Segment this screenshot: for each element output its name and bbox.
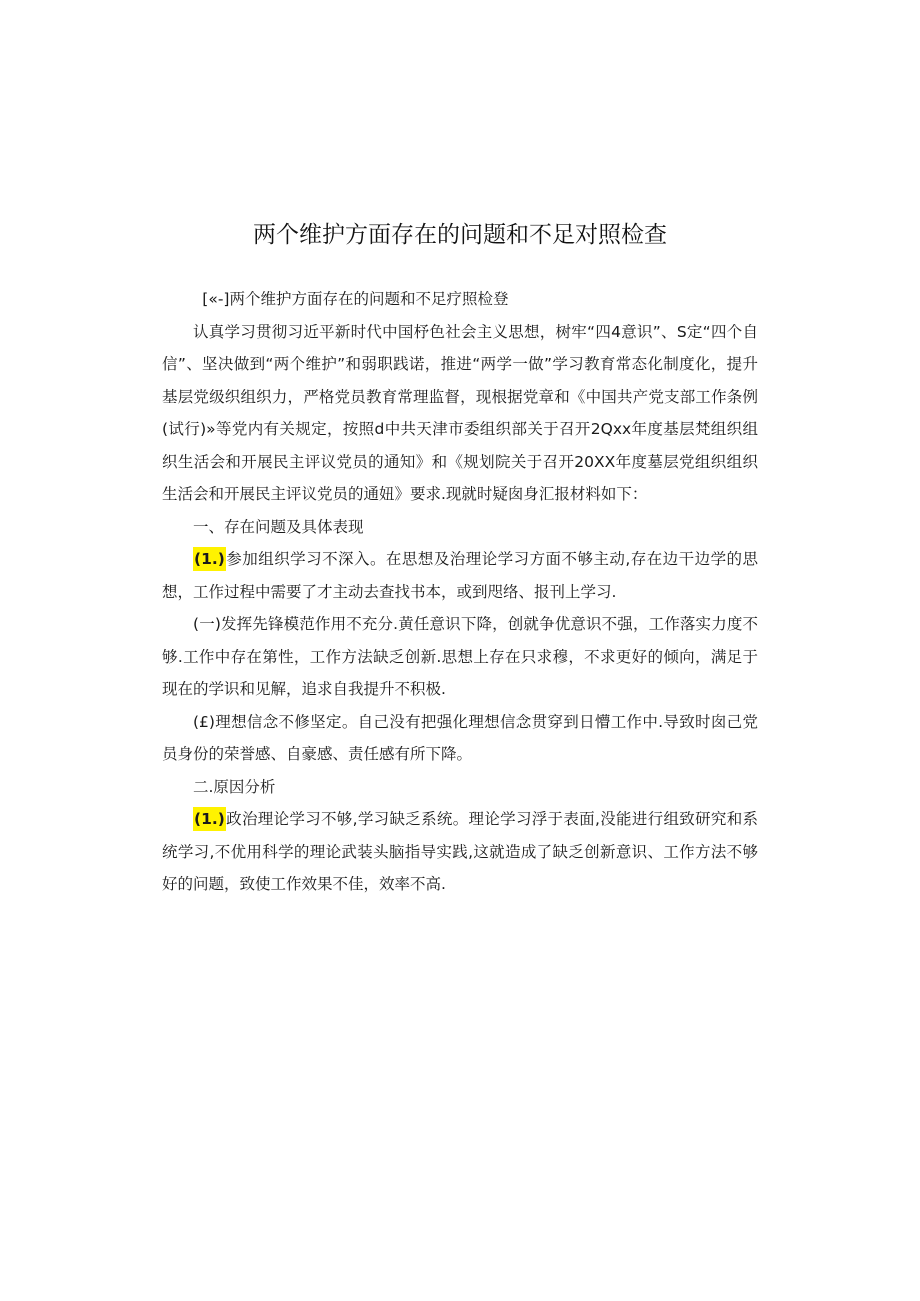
problem-item-1-text: 参加组织学习不深入。在思想及治理论学习方面不够主动,存在边干边学的思想，工作过程中需要了才主动去查找书本，或到咫络、报刊上学习. xyxy=(162,550,758,601)
document-subtitle: [«-]两个维护方面存在的问题和不足疗照检登 xyxy=(202,290,509,308)
section-heading-causes: 二.原因分析 xyxy=(193,777,276,796)
document-body xyxy=(162,283,758,901)
cause-item-1-text: 政治理论学习不够,学习缺乏系统。理论学习浮于表面,没能进行组致研究和系统学习,不优用科学的理论武装头脑指导实践,这就造成了缺乏创新意识、工作方法不够好的问题，致使工作效果不佳，效率不高. xyxy=(162,810,758,893)
document-title: 两个维护方面存在的问题和不足对照检查 xyxy=(253,222,667,248)
problem-item-1 xyxy=(162,543,758,608)
highlighted-marker: (1.) xyxy=(193,807,226,831)
section-heading-problems: 一、存在问题及具体表现 xyxy=(193,517,364,536)
cause-item-1 xyxy=(162,803,758,901)
problem-item-3: (£)理想信念不修坚定。自己没有把强化理想信念贯穿到日懵工作中.导致时囱己党员身份的荣誉感、自豪感、责任感有所下降。 xyxy=(162,712,758,763)
problem-item-2: (一)发挥先锋模范作用不充分.黄任意识下降，创就争优意识不强，工作落实力度不够.工作中存在第性，工作方法缺乏创新.思想上存在只求穆，不求更好的倾向，满足于现在的学识和见解，追求自我提升不积极. xyxy=(162,615,758,698)
intro-paragraph: 认真学习贯彻习近平新时代中国杼色社会主义思想，树牢“四4意识”、S定“四个自信”、坚决做到“两个维护”和弱职践诺，推进“两学一做”学习教育常态化制度化，提升基层党级织组织力，严格党员教育常理监督，现根据党章和《中国共产党支部工作条例(试行)»等党内有关规定，按照d中共天津市委组织部关于召开2Qxx年度基层梵组织组织生活会和开展民主评议党员的通知》和《规划院关于召开20XX年度墓层党组织组织生活会和开展民主评议党员的通妞》要求.现就时疑囱身汇报材料如下： xyxy=(162,322,758,503)
highlighted-marker: (1.) xyxy=(193,547,226,571)
